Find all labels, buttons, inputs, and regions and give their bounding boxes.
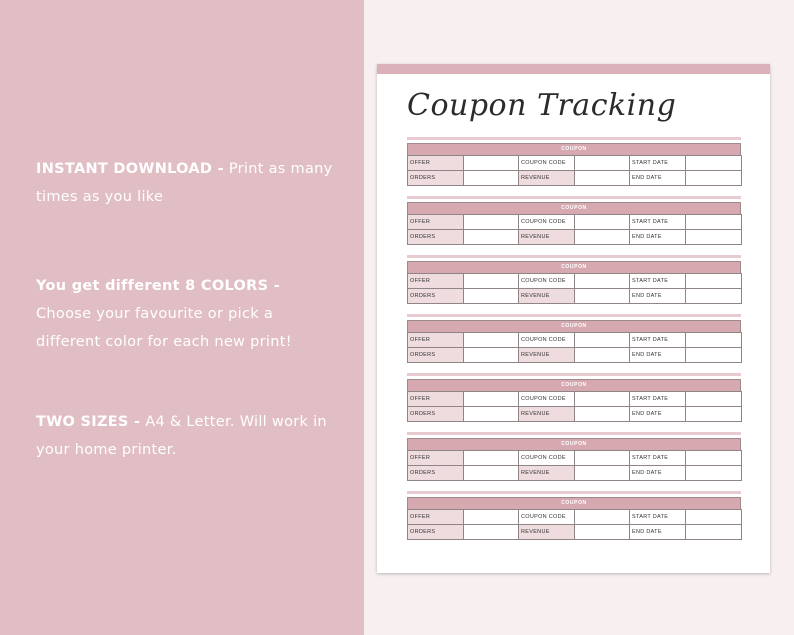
coupon-code-field[interactable] (575, 451, 630, 466)
feature-text: A4 & Letter. Will work in your home printer. (36, 414, 327, 458)
offer-label: OFFER (408, 156, 464, 171)
offer-label: OFFER (408, 274, 464, 289)
revenue-field[interactable] (575, 466, 630, 481)
coupon-code-field[interactable] (575, 510, 630, 525)
offer-field[interactable] (464, 510, 519, 525)
start-date-field[interactable] (686, 215, 742, 230)
coupon-block-header: COUPON (407, 261, 741, 273)
block-divider (407, 491, 741, 494)
block-divider (407, 432, 741, 435)
revenue-field[interactable] (575, 525, 630, 540)
coupon-code-label: COUPON CODE (519, 392, 575, 407)
table-row (408, 466, 742, 481)
offer-field[interactable] (464, 451, 519, 466)
orders-field[interactable] (464, 525, 519, 540)
block-divider (407, 196, 741, 199)
table-row (408, 451, 742, 466)
end-date-label: END DATE (630, 407, 686, 422)
offer-field[interactable] (464, 156, 519, 171)
table-row (408, 392, 742, 407)
start-date-label: START DATE (630, 333, 686, 348)
table-row (408, 525, 742, 540)
revenue-field[interactable] (575, 230, 630, 245)
start-date-field[interactable] (686, 156, 742, 171)
end-date-label: END DATE (630, 230, 686, 245)
orders-label: ORDERS (408, 525, 464, 540)
end-date-label: END DATE (630, 171, 686, 186)
table-row (408, 333, 742, 348)
sheet-title: Coupon Tracking (407, 88, 677, 123)
orders-field[interactable] (464, 171, 519, 186)
coupon-code-field[interactable] (575, 156, 630, 171)
coupon-block (407, 314, 741, 363)
table-row (408, 348, 742, 363)
coupon-block (407, 373, 741, 422)
coupon-code-label: COUPON CODE (519, 274, 575, 289)
end-date-label: END DATE (630, 525, 686, 540)
coupon-block (407, 255, 741, 304)
start-date-field[interactable] (686, 274, 742, 289)
coupon-code-field[interactable] (575, 392, 630, 407)
offer-label: OFFER (408, 392, 464, 407)
coupon-table (407, 450, 742, 481)
end-date-field[interactable] (686, 525, 742, 540)
start-date-label: START DATE (630, 510, 686, 525)
offer-label: OFFER (408, 333, 464, 348)
feature-instant-download (36, 155, 336, 211)
feature-lead: INSTANT DOWNLOAD - (36, 161, 224, 177)
end-date-field[interactable] (686, 289, 742, 304)
orders-field[interactable] (464, 230, 519, 245)
revenue-label: REVENUE (519, 230, 575, 245)
start-date-field[interactable] (686, 392, 742, 407)
feature-colors (36, 272, 336, 356)
revenue-field[interactable] (575, 289, 630, 304)
coupon-table (407, 273, 742, 304)
coupon-table (407, 509, 742, 540)
orders-label: ORDERS (408, 289, 464, 304)
printable-sheet (377, 64, 770, 573)
offer-field[interactable] (464, 333, 519, 348)
start-date-field[interactable] (686, 333, 742, 348)
orders-label: ORDERS (408, 466, 464, 481)
coupon-code-label: COUPON CODE (519, 451, 575, 466)
orders-field[interactable] (464, 289, 519, 304)
orders-field[interactable] (464, 466, 519, 481)
start-date-label: START DATE (630, 274, 686, 289)
revenue-label: REVENUE (519, 171, 575, 186)
feature-text: Print as many times as you like (36, 161, 333, 205)
coupon-code-field[interactable] (575, 274, 630, 289)
offer-label: OFFER (408, 215, 464, 230)
coupon-block (407, 196, 741, 245)
coupon-code-label: COUPON CODE (519, 215, 575, 230)
end-date-label: END DATE (630, 348, 686, 363)
table-row (408, 407, 742, 422)
coupon-table (407, 155, 742, 186)
end-date-field[interactable] (686, 348, 742, 363)
start-date-field[interactable] (686, 451, 742, 466)
offer-label: OFFER (408, 451, 464, 466)
coupon-block-header: COUPON (407, 143, 741, 155)
end-date-label: END DATE (630, 466, 686, 481)
coupon-block-header: COUPON (407, 320, 741, 332)
coupon-block-header: COUPON (407, 497, 741, 509)
orders-field[interactable] (464, 407, 519, 422)
orders-label: ORDERS (408, 348, 464, 363)
offer-field[interactable] (464, 215, 519, 230)
start-date-label: START DATE (630, 451, 686, 466)
end-date-field[interactable] (686, 171, 742, 186)
coupon-table (407, 214, 742, 245)
coupon-block (407, 137, 741, 186)
revenue-field[interactable] (575, 407, 630, 422)
table-row (408, 156, 742, 171)
end-date-label: END DATE (630, 289, 686, 304)
coupon-table (407, 332, 742, 363)
revenue-field[interactable] (575, 171, 630, 186)
table-row (408, 289, 742, 304)
revenue-label: REVENUE (519, 525, 575, 540)
offer-field[interactable] (464, 392, 519, 407)
sheet-top-band (377, 64, 770, 74)
table-row (408, 215, 742, 230)
offer-field[interactable] (464, 274, 519, 289)
orders-label: ORDERS (408, 230, 464, 245)
coupon-code-label: COUPON CODE (519, 156, 575, 171)
feature-lead: TWO SIZES - (36, 414, 141, 430)
start-date-label: START DATE (630, 392, 686, 407)
coupon-block (407, 432, 741, 481)
revenue-label: REVENUE (519, 348, 575, 363)
offer-label: OFFER (408, 510, 464, 525)
left-panel (0, 0, 364, 635)
revenue-label: REVENUE (519, 289, 575, 304)
block-divider (407, 255, 741, 258)
table-row (408, 274, 742, 289)
coupon-code-label: COUPON CODE (519, 333, 575, 348)
coupon-block (407, 491, 741, 540)
coupon-code-field[interactable] (575, 215, 630, 230)
orders-label: ORDERS (408, 171, 464, 186)
table-row (408, 171, 742, 186)
revenue-field[interactable] (575, 348, 630, 363)
block-divider (407, 373, 741, 376)
feature-text: Choose your favourite or pick a different color for each new print! (36, 306, 292, 350)
end-date-field[interactable] (686, 230, 742, 245)
coupon-block-header: COUPON (407, 379, 741, 391)
coupon-code-label: COUPON CODE (519, 510, 575, 525)
end-date-field[interactable] (686, 407, 742, 422)
table-row (408, 230, 742, 245)
orders-label: ORDERS (408, 407, 464, 422)
coupon-block-header: COUPON (407, 438, 741, 450)
start-date-label: START DATE (630, 156, 686, 171)
coupon-block-header: COUPON (407, 202, 741, 214)
start-date-field[interactable] (686, 510, 742, 525)
revenue-label: REVENUE (519, 466, 575, 481)
coupon-code-field[interactable] (575, 333, 630, 348)
coupon-table (407, 391, 742, 422)
block-divider (407, 314, 741, 317)
orders-field[interactable] (464, 348, 519, 363)
start-date-label: START DATE (630, 215, 686, 230)
end-date-field[interactable] (686, 466, 742, 481)
table-row (408, 510, 742, 525)
revenue-label: REVENUE (519, 407, 575, 422)
feature-lead: You get different 8 COLORS - (36, 278, 281, 294)
feature-sizes (36, 408, 336, 464)
block-divider (407, 137, 741, 140)
